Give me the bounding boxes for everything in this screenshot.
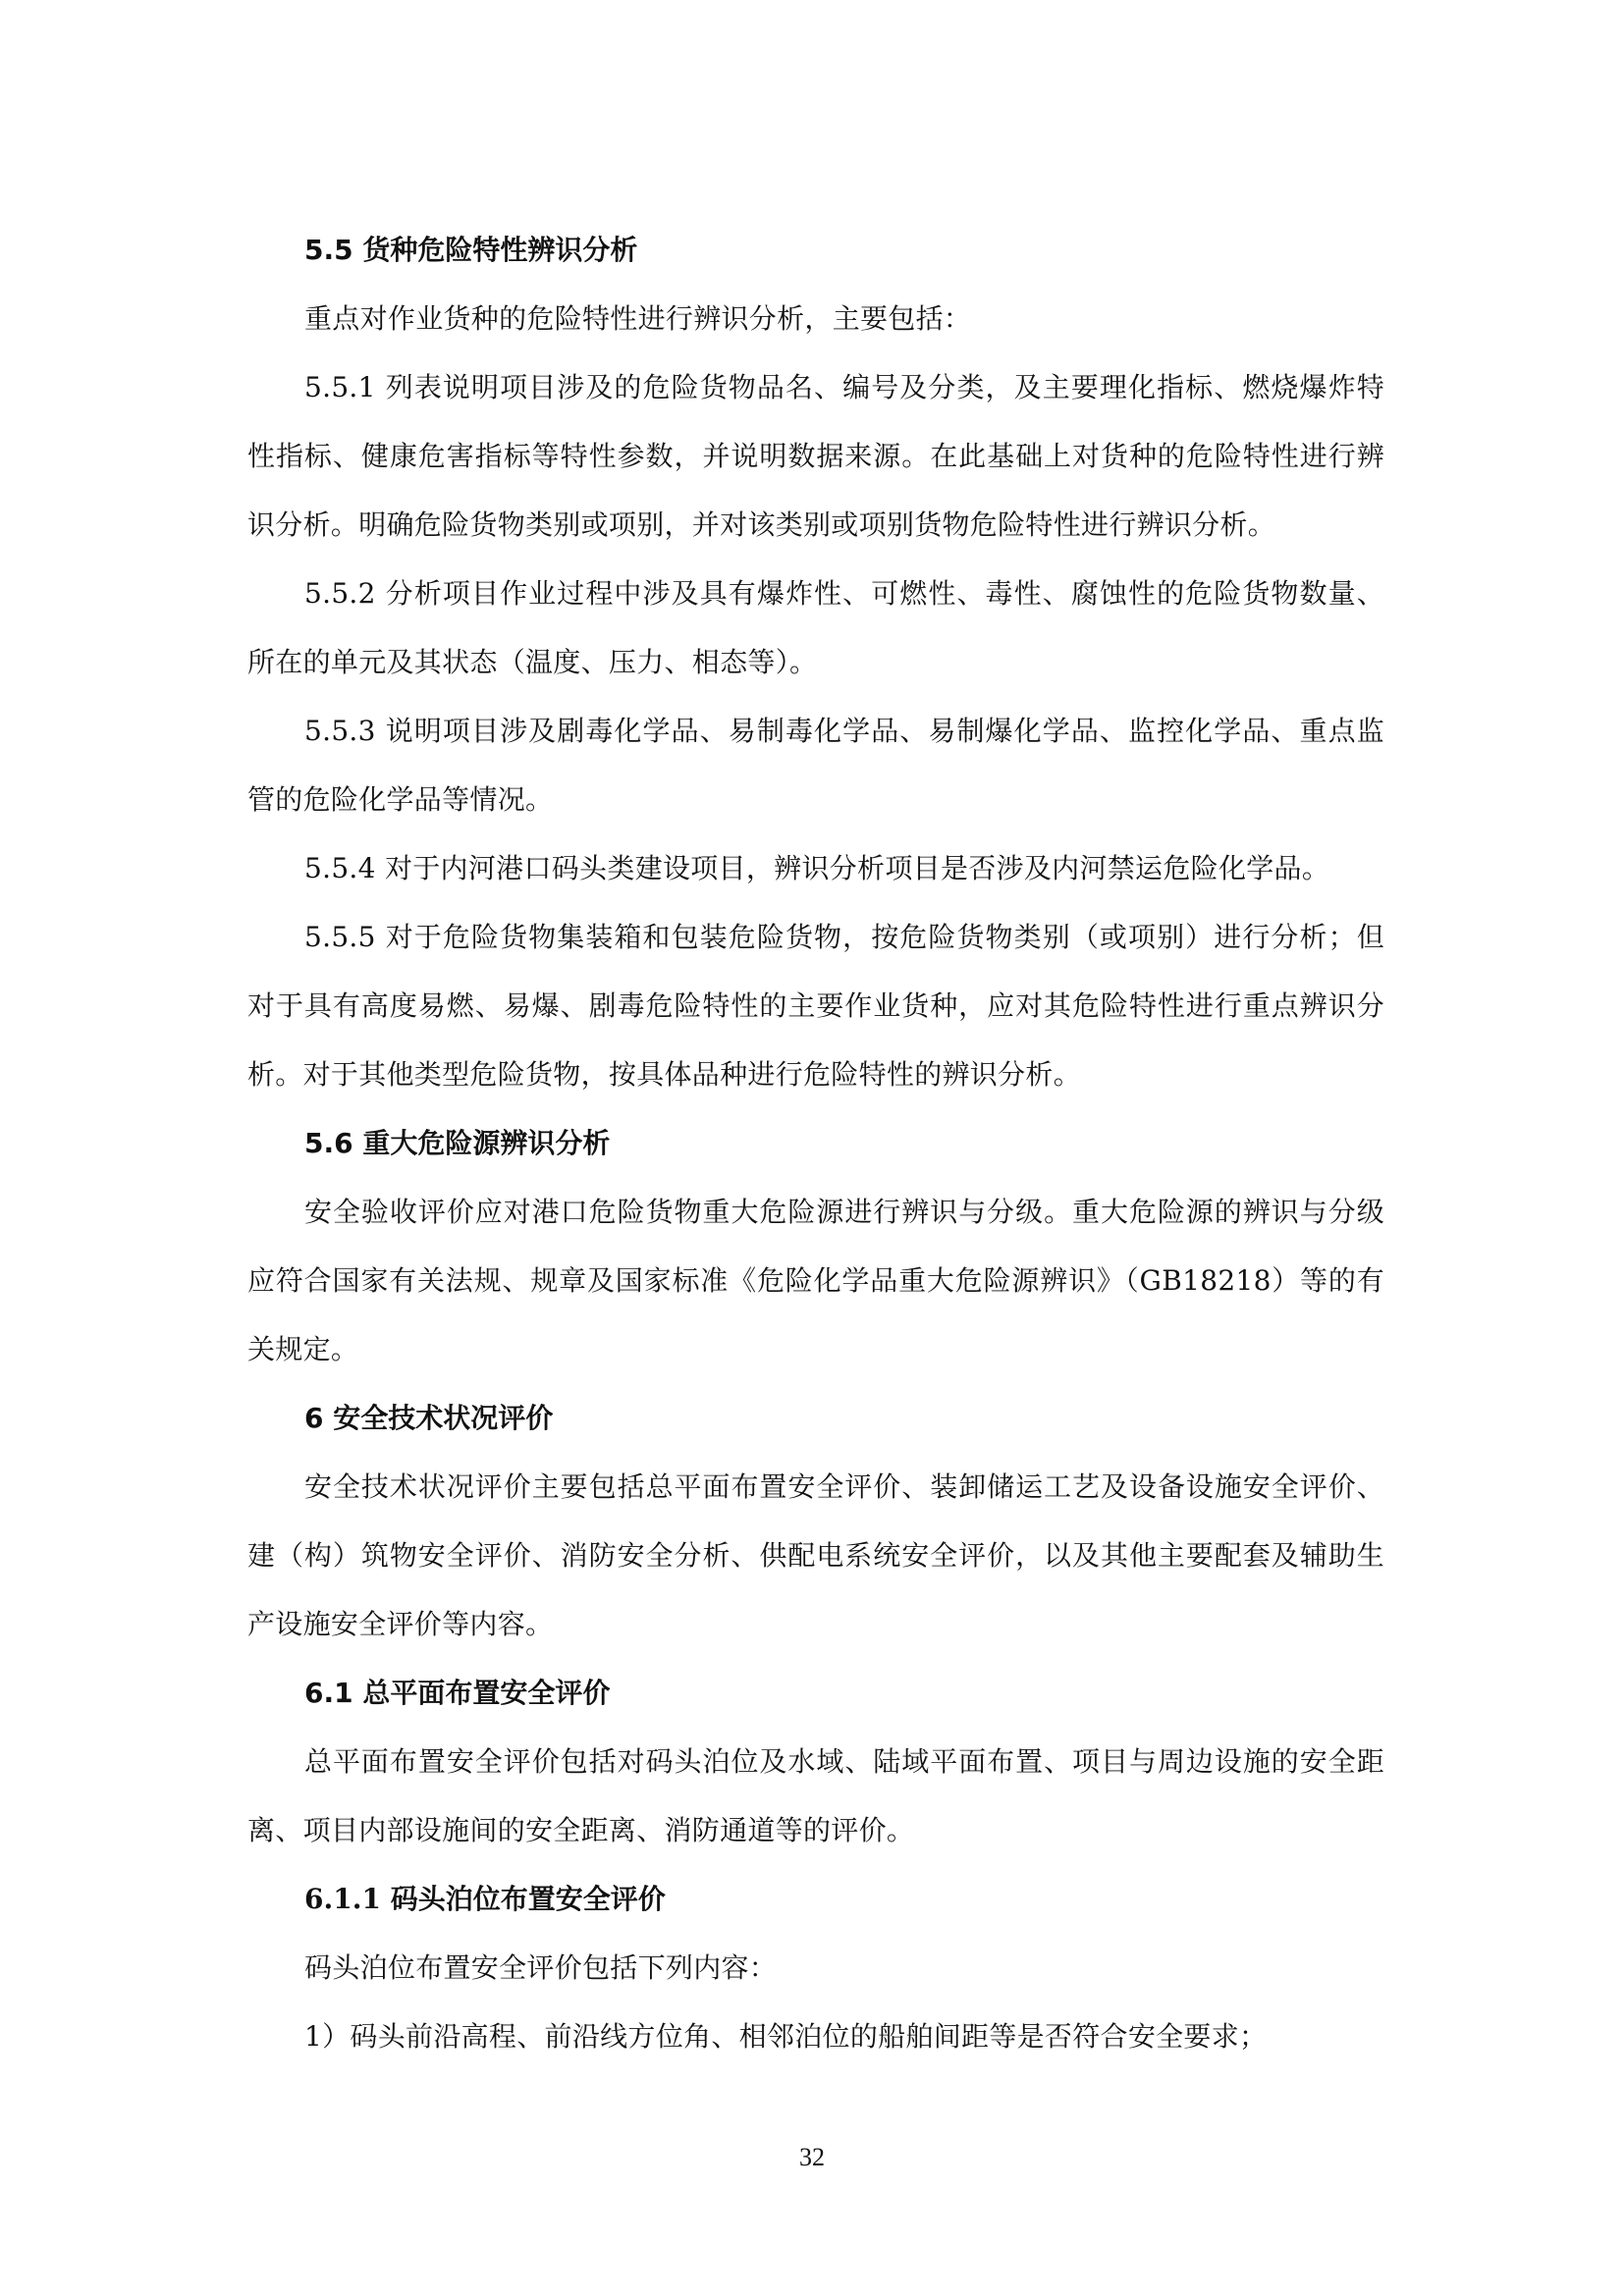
page-number: 32 [799, 2143, 825, 2171]
para-6-1-1-item-1: 1）码头前沿高程、前沿线方位角、相邻泊位的船舶间距等是否符合安全要求； [304, 2020, 1268, 2053]
subhead-6-1-1: 6.1.1 码头泊位布置安全评价 [304, 1883, 666, 1915]
heading-5-6: 5.6 重大危险源辨识分析 [304, 1127, 611, 1159]
para-5-6: 安全验收评价应对港口危险货物重大危险源进行辨识与分级。重大危险源的辨识与分级应符合国家有关法规、规章及国家标准《危险化学品重大危险源辨识》（GB18218）等的有关规定。 [247, 1196, 1384, 1365]
heading-6: 6 安全技术状况评价 [304, 1402, 554, 1434]
para-5-5-3: 5.5.3 说明项目涉及剧毒化学品、易制毒化学品、易制爆化学品、监控化学品、重点监管的危险化学品等情况。 [247, 715, 1384, 816]
para-6-1-1: 码头泊位布置安全评价包括下列内容： [304, 1951, 778, 1984]
heading-5-5: 5.5 货种危险特性辨识分析 [304, 234, 638, 266]
para-6-1: 总平面布置安全评价包括对码头泊位及水域、陆域平面布置、项目与周边设施的安全距离、项目内部设施间的安全距离、消防通道等的评价。 [247, 1745, 1384, 1846]
para-5-5-2: 5.5.2 分析项目作业过程中涉及具有爆炸性、可燃性、毒性、腐蚀性的危险货物数量、所在的单元及其状态（温度、压力、相态等）。 [247, 577, 1384, 678]
para-6: 安全技术状况评价主要包括总平面布置安全评价、装卸储运工艺及设备设施安全评价、建（构）筑物安全评价、消防安全分析、供配电系统安全评价，以及其他主要配套及辅助生产设施安全评价等内容。 [247, 1470, 1384, 1640]
para-5-5-intro: 重点对作业货种的危险特性进行辨识分析，主要包括： [304, 302, 972, 335]
page-content [247, 216, 1384, 2071]
heading-6-1: 6.1 总平面布置安全评价 [304, 1677, 611, 1709]
para-5-5-4: 5.5.4 对于内河港口码头类建设项目，辨识分析项目是否涉及内河禁运危险化学品。 [304, 852, 1330, 884]
para-5-5-1: 5.5.1 列表说明项目涉及的危险货物品名、编号及分类，及主要理化指标、燃烧爆炸特性指标、健康危害指标等特性参数，并说明数据来源。在此基础上对货种的危险特性进行辨识分析。明确危险货物类别或项别，并对该类别或项别货物危险特性进行辨识分析。 [247, 371, 1384, 541]
para-5-5-5: 5.5.5 对于危险货物集装箱和包装危险货物，按危险货物类别（或项别）进行分析；但对于具有高度易燃、易爆、剧毒危险特性的主要作业货种，应对其危险特性进行重点辨识分析。对于其他类型危险货物，按具体品种进行危险特性的辨识分析。 [247, 921, 1384, 1091]
